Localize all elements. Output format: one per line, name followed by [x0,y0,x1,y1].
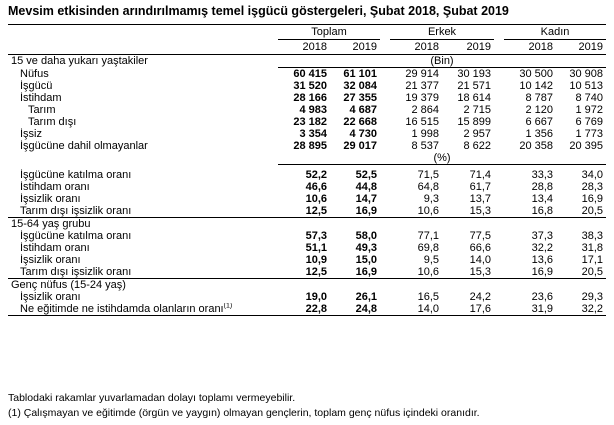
row-label [8,193,278,205]
table-row [8,128,606,140]
group-kadin: Kadın [504,25,606,40]
value-cell: 61 101 [343,68,377,80]
value-cell: 10 513 [569,80,603,92]
value-cell: 4 730 [349,128,377,140]
spacer-cell [380,128,390,140]
value-cell: 2 715 [463,104,491,116]
spacer-cell [380,68,390,81]
row-label [8,92,278,104]
spacer-cell [494,80,504,92]
row-label [8,303,278,316]
value-cell: 46,6 [305,181,327,193]
row-label [8,291,278,303]
row-label [8,169,278,181]
value-cell: 1 356 [525,128,553,140]
value-cell: 20,5 [581,266,603,278]
row-label-text: İşgücüne katılma oranı [20,230,132,242]
year-2018: 2018 [504,40,556,55]
unit-label: (%) [278,152,606,165]
value-cell: 23,6 [531,291,553,303]
spacer-cell [380,104,390,116]
value-cell: 52,2 [305,169,327,181]
value-cell: 28,3 [581,181,603,193]
spacer-cell [380,242,390,254]
value-cell: 30 908 [569,68,603,80]
spacer-cell [380,181,390,193]
year-2019: 2019 [442,40,494,55]
value-cell: 8 537 [411,140,439,152]
spacer-cell [494,169,504,181]
row-label [8,181,278,193]
value-cell: 22,8 [278,303,330,316]
value-cell: 8 622 [463,140,491,152]
value-cell: 14,0 [469,254,491,266]
unit-label: (Bin) [278,55,606,68]
spacer-cell [380,303,390,316]
value-cell: 14,0 [390,303,442,316]
value-cell: 8 740 [575,92,603,104]
year-header-row [8,40,606,55]
spacer-cell [380,193,390,205]
value-cell: 10 142 [519,80,553,92]
row-label-text: İşsizlik oranı [20,291,81,303]
value-cell: 61,7 [469,181,491,193]
value-cell: 27 355 [343,92,377,104]
value-cell: 30 500 [519,68,553,80]
value-cell: 20 358 [519,140,553,152]
value-cell: 18 614 [457,92,491,104]
value-cell: 13,4 [531,193,553,205]
table-row [8,193,606,205]
value-cell: 24,8 [330,303,380,316]
spacer-cell [380,116,390,128]
section-label: 15-64 yaş grubu [8,218,606,231]
value-cell: 28,8 [531,181,553,193]
row-label [8,266,278,279]
value-cell: 19 379 [405,92,439,104]
value-cell: 33,3 [531,169,553,181]
value-cell: 38,3 [581,230,603,242]
value-cell: 57,3 [305,230,327,242]
year-2019: 2019 [556,40,606,55]
spacer-cell [494,205,504,218]
value-cell: 31,8 [581,242,603,254]
table-row [8,254,606,266]
value-cell: 64,8 [417,181,439,193]
spacer-cell [494,104,504,116]
value-cell: 60 415 [293,68,327,80]
value-cell: 34,0 [581,169,603,181]
value-cell: 58,0 [355,230,377,242]
year-2018: 2018 [278,40,330,55]
section-15plus-pct [8,152,606,165]
value-cell: 1 972 [575,104,603,116]
value-cell: 28 895 [293,140,327,152]
value-cell: 66,6 [469,242,491,254]
value-cell: 16,9 [355,205,377,217]
row-label-text: Tarım [28,104,56,116]
row-label [8,254,278,266]
spacer-cell [494,254,504,266]
row-label [8,128,278,140]
group-header-row [8,25,606,40]
spacer-cell [494,303,504,316]
value-cell: 20 395 [569,140,603,152]
spacer-cell [494,291,504,303]
value-cell: 24,2 [469,291,491,303]
value-cell: 32,2 [531,242,553,254]
value-cell: 15,3 [469,205,491,217]
value-cell: 71,5 [417,169,439,181]
value-cell: 14,7 [355,193,377,205]
spacer-cell [380,291,390,303]
value-cell: 77,5 [469,230,491,242]
spacer-cell [380,266,390,279]
spacer-cell [494,230,504,242]
value-cell: 22 668 [343,116,377,128]
row-label-text: İşgücüne katılma oranı [20,169,132,181]
footnote-neet: (1) Çalışmayan ve eğitimde (örgün ve yaygın) olmayan gençlerin, toplam genç nüfus içindeki oranıdır. [8,407,480,419]
spacer-cell [494,140,504,152]
spacer-cell [380,92,390,104]
row-label [8,68,278,81]
value-cell: 2 120 [525,104,553,116]
value-cell: 16,9 [531,266,553,278]
row-label-text: İşsizlik oranı [20,193,81,205]
group-erkek: Erkek [390,25,494,40]
spacer-cell [494,266,504,279]
table-title: Mevsim etkisinden arındırılmamış temel işgücü göstergeleri, Şubat 2018, Şubat 2019 [8,4,509,18]
value-cell: 52,5 [355,169,377,181]
row-label [8,80,278,92]
value-cell: 10,9 [305,254,327,266]
table-row [8,242,606,254]
value-cell: 28 166 [293,92,327,104]
spacer-cell [494,116,504,128]
labour-indicators-table [8,24,606,316]
row-label [8,116,278,128]
value-cell: 10,6 [305,193,327,205]
value-cell: 49,3 [355,242,377,254]
table-row [8,303,606,316]
spacer-cell [380,80,390,92]
year-2019: 2019 [330,40,380,55]
table-row [8,92,606,104]
row-label-text: Tarım dışı işsizlik oranı [20,205,132,217]
value-cell: 32,2 [556,303,606,316]
value-cell: 29 914 [405,68,439,80]
section-15-64 [8,218,606,231]
value-cell: 30 193 [457,68,491,80]
value-cell: 2 864 [411,104,439,116]
section-label [8,152,278,165]
value-cell: 2 957 [463,128,491,140]
value-cell: 3 354 [299,128,327,140]
table-row [8,181,606,193]
value-cell: 77,1 [417,230,439,242]
value-cell: 4 687 [349,104,377,116]
table-row [8,205,606,218]
value-cell: 21 377 [405,80,439,92]
value-cell: 37,3 [531,230,553,242]
table-row [8,230,606,242]
spacer-cell [494,181,504,193]
value-cell: 13,6 [531,254,553,266]
spacer-cell [380,254,390,266]
table-row [8,291,606,303]
row-label-text: Ne eğitimde ne istihdamda olanların oranı [20,303,224,315]
value-cell: 17,1 [581,254,603,266]
spacer-cell [494,92,504,104]
value-cell: 23 182 [293,116,327,128]
table-row [8,68,606,81]
spacer-cell [380,140,390,152]
value-cell: 1 998 [411,128,439,140]
value-cell: 31 520 [293,80,327,92]
table-row [8,80,606,92]
value-cell: 10,6 [417,266,439,278]
value-cell: 71,4 [469,169,491,181]
footnote-rounding: Tablodaki rakamlar yuvarlamadan dolayı toplamı vermeyebilir. [8,392,296,404]
row-label [8,205,278,218]
value-cell: 16,9 [581,193,603,205]
value-cell: 15,0 [355,254,377,266]
spacer-cell [380,169,390,181]
row-label-text: Tarım dışı [28,116,77,128]
value-cell: 26,1 [355,291,377,303]
row-label-text: Nüfus [20,67,49,80]
row-label-text: İşsizlik oranı [20,254,81,266]
section-15plus-bin [8,55,606,68]
value-cell: 8 787 [525,92,553,104]
value-cell: 16,9 [355,266,377,278]
value-cell: 16,8 [531,205,553,217]
value-cell: 16 515 [405,116,439,128]
row-label-text: İstihdam [20,92,62,104]
value-cell: 12,5 [305,205,327,217]
row-label-text: İşgücü [20,80,53,92]
row-label-text: İşsiz [20,128,42,140]
section-label: 15 ve daha yukarı yaştakiler [11,55,148,68]
row-label-text: İşgücüne dahil olmayanlar [20,140,148,152]
footnote-marker: (1) [223,303,233,310]
row-label [8,104,278,116]
row-label [8,230,278,242]
row-label-text: İstihdam oranı [20,242,90,254]
value-cell: 9,3 [423,193,439,205]
value-cell: 12,5 [305,266,327,278]
value-cell: 29 017 [343,140,377,152]
row-label-text: İstihdam oranı [20,181,90,193]
value-cell: 6 769 [575,116,603,128]
value-cell: 15,3 [469,266,491,278]
table-row [8,169,606,181]
year-2018: 2018 [390,40,442,55]
value-cell: 20,5 [581,205,603,217]
spacer-cell [494,128,504,140]
table-row [8,116,606,128]
value-cell: 16,5 [417,291,439,303]
section-youth [8,279,606,292]
row-label [8,140,278,152]
table-row [8,140,606,152]
value-cell: 69,8 [417,242,439,254]
value-cell: 4 983 [299,104,327,116]
spacer-cell [380,230,390,242]
value-cell: 15 899 [457,116,491,128]
section-label: Genç nüfus (15-24 yaş) [8,279,606,292]
value-cell: 19,0 [305,291,327,303]
spacer-cell [494,68,504,81]
value-cell: 21 571 [457,80,491,92]
value-cell: 9,5 [423,254,439,266]
value-cell: 1 773 [575,128,603,140]
spacer-cell [494,242,504,254]
row-label [8,242,278,254]
spacer-cell [494,193,504,205]
value-cell: 44,8 [355,181,377,193]
value-cell: 31,9 [504,303,556,316]
value-cell: 29,3 [581,291,603,303]
table-row [8,266,606,279]
value-cell: 10,6 [417,205,439,217]
value-cell: 13,7 [469,193,491,205]
value-cell: 17,6 [442,303,494,316]
value-cell: 6 667 [525,116,553,128]
row-label-text: Tarım dışı işsizlik oranı [20,266,132,278]
table-row [8,104,606,116]
value-cell: 51,1 [305,242,327,254]
group-toplam: Toplam [278,25,380,40]
spacer-cell [380,205,390,218]
value-cell: 32 084 [343,80,377,92]
